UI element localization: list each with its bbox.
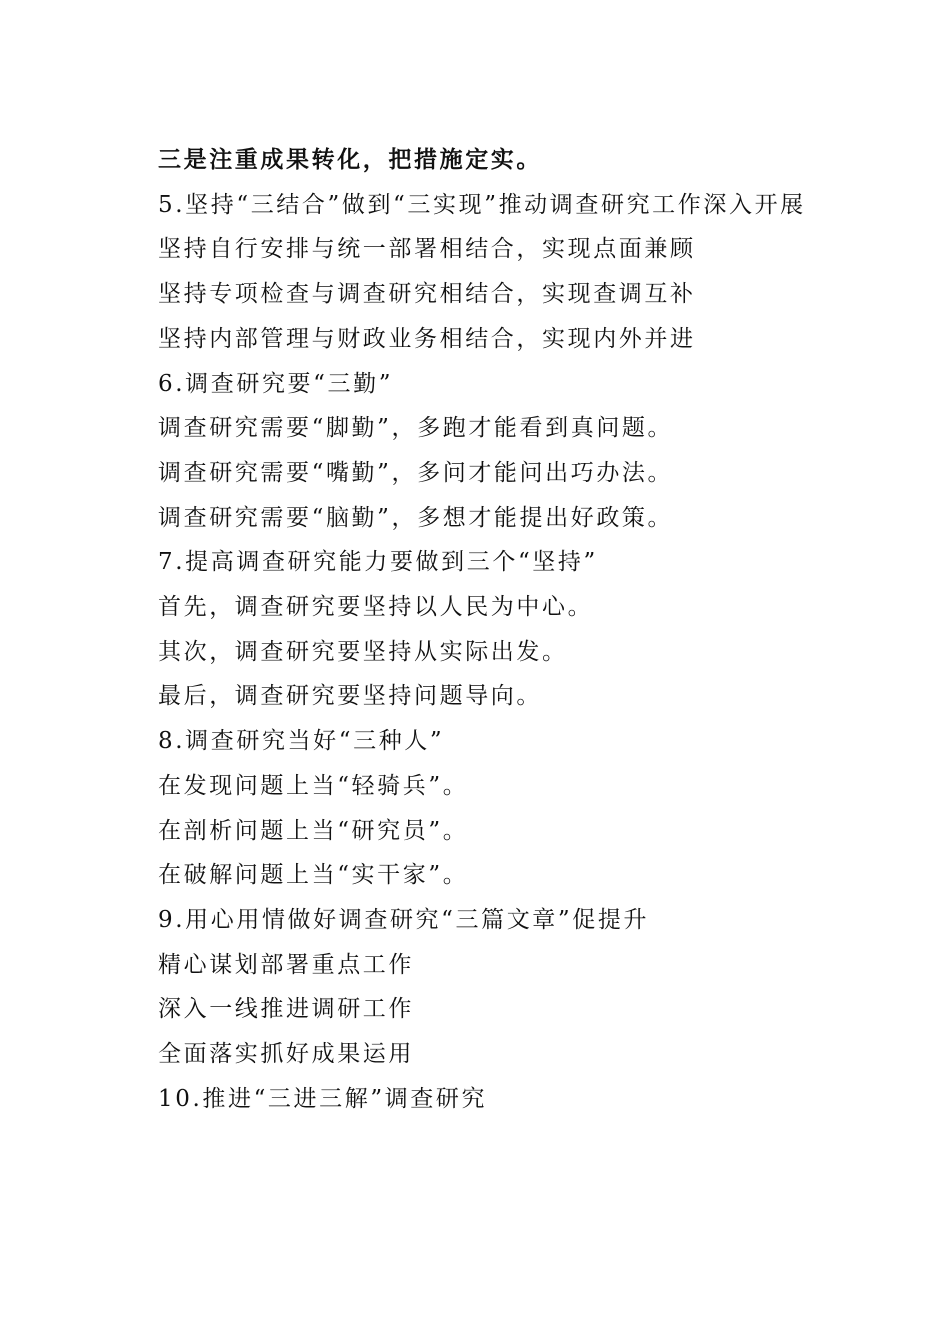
paragraph-item-7-1: 首先，调查研究要坚持以人民为中心。 (158, 594, 594, 621)
paragraph-item-8-2: 在剖析问题上当“研究员”。 (158, 817, 469, 844)
document-body (120, 138, 830, 1121)
paragraph-item-5-2: 坚持专项检查与调查研究相结合，实现查调互补 (158, 281, 696, 308)
paragraph-item-6-1: 调查研究需要“脚勤”，多跑才能看到真问题。 (158, 415, 674, 442)
paragraph-item-9-2: 深入一线推进调研工作 (158, 996, 414, 1023)
heading-item-6: 6.调查研究要“三勤” (158, 370, 394, 397)
paragraph-item-7-2: 其次，调查研究要坚持从实际出发。 (158, 638, 568, 665)
heading-item-5: 5.坚持“三结合”做到“三实现”推动调查研究工作深入开展 (158, 191, 806, 218)
paragraph-item-5-3: 坚持内部管理与财政业务相结合，实现内外并进 (158, 325, 696, 352)
heading-item-7: 7.提高调查研究能力要做到三个“坚持” (158, 549, 598, 576)
paragraph-item-8-1: 在发现问题上当“轻骑兵”。 (158, 772, 469, 799)
paragraph-item-9-1: 精心谋划部署重点工作 (158, 951, 414, 978)
paragraph-item-6-3: 调查研究需要“脑勤”，多想才能提出好政策。 (158, 504, 674, 531)
paragraph-item-6-2: 调查研究需要“嘴勤”，多问才能问出巧办法。 (158, 459, 674, 486)
paragraph-item-8-3: 在破解问题上当“实干家”。 (158, 862, 469, 889)
heading-item-9: 9.用心用情做好调查研究“三篇文章”促提升 (158, 906, 650, 933)
heading-item-8: 8.调查研究当好“三种人” (158, 728, 445, 755)
paragraph-measure-3: 三是注重成果转化，把措施定实。 (158, 146, 542, 173)
heading-item-10: 10.推进“三进三解”调查研究 (158, 1085, 488, 1112)
paragraph-item-5-1: 坚持自行安排与统一部署相结合，实现点面兼顾 (158, 236, 696, 263)
paragraph-item-7-3: 最后，调查研究要坚持问题导向。 (158, 683, 542, 710)
paragraph-item-9-3: 全面落实抓好成果运用 (158, 1041, 414, 1068)
